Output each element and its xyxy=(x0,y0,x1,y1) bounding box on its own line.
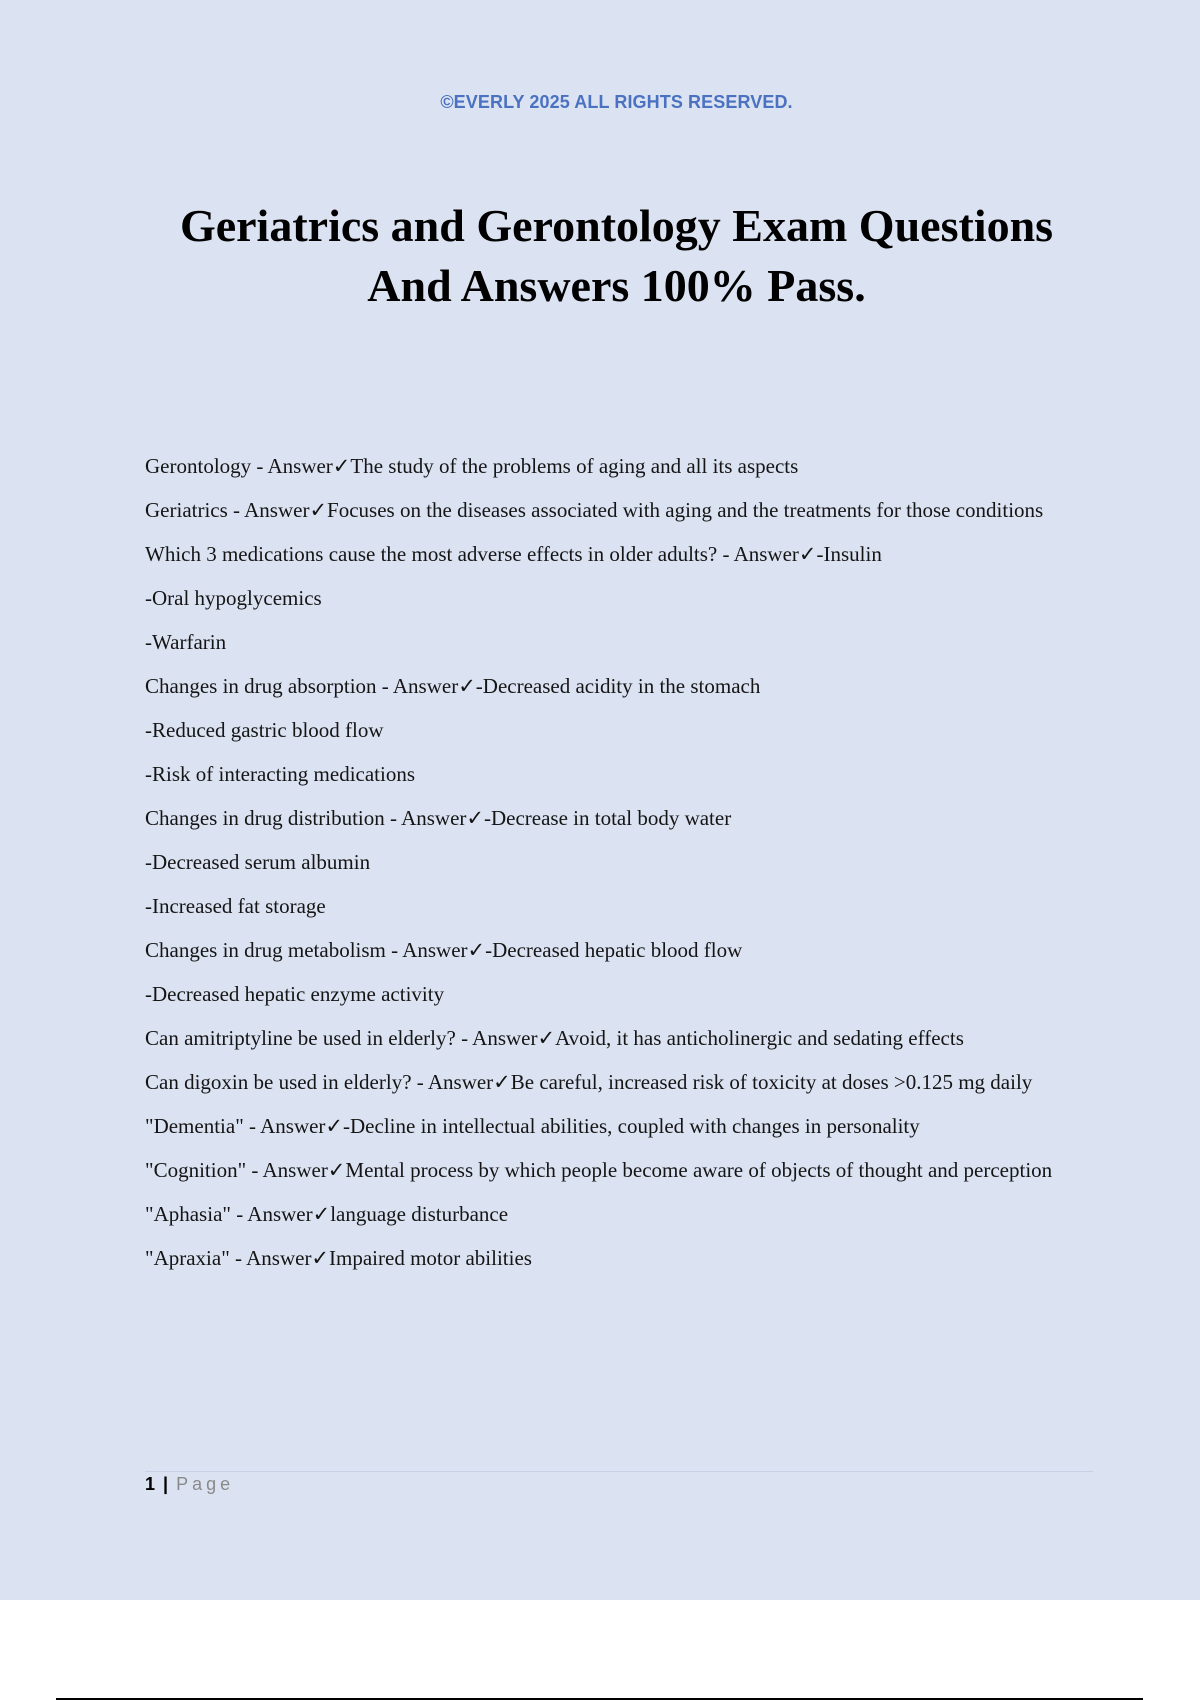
qa-entry: Which 3 medications cause the most adverse effects in older adults? - Answer✓-Insulin xyxy=(145,542,882,566)
document-title xyxy=(120,196,1113,316)
qa-entry: "Cognition" - Answer✓Mental process by which people become aware of objects of thought and perception xyxy=(145,1158,1053,1182)
qa-entry: "Apraxia" - Answer✓Impaired motor abilities xyxy=(145,1246,532,1270)
qa-entry-continuation: -Decreased hepatic enzyme activity xyxy=(145,982,445,1006)
qa-entry-continuation: -Decreased serum albumin xyxy=(145,850,371,874)
title-line-2: And Answers 100% Pass. xyxy=(367,260,866,311)
qa-entry-continuation: -Oral hypoglycemics xyxy=(145,586,322,610)
qa-entry: Geriatrics - Answer✓Focuses on the diseases associated with aging and the treatments for those conditions xyxy=(145,498,1044,522)
qa-entry-continuation: -Increased fat storage xyxy=(145,894,326,918)
qa-entry-continuation: -Warfarin xyxy=(145,630,227,654)
qa-entry: "Aphasia" - Answer✓language disturbance xyxy=(145,1202,509,1226)
qa-entry-continuation: -Reduced gastric blood flow xyxy=(145,718,384,742)
qa-entry: Gerontology - Answer✓The study of the problems of aging and all its aspects xyxy=(145,454,799,478)
page-label: Page xyxy=(176,1474,235,1494)
qa-entry-continuation: -Risk of interacting medications xyxy=(145,762,416,786)
qa-entry: Can amitriptyline be used in elderly? - Answer✓Avoid, it has anticholinergic and sedating effects xyxy=(145,1026,964,1050)
qa-list xyxy=(145,452,1090,1288)
page-footer xyxy=(145,1474,234,1495)
page-separator: | xyxy=(163,1474,169,1494)
qa-entry: "Dementia" - Answer✓-Decline in intellectual abilities, coupled with changes in personality xyxy=(145,1114,920,1138)
qa-entry: Changes in drug metabolism - Answer✓-Decreased hepatic blood flow xyxy=(145,938,743,962)
qa-entry: Changes in drug distribution - Answer✓-Decrease in total body water xyxy=(145,806,732,830)
copyright-notice: ©EVERLY 2025 ALL RIGHTS RESERVED. xyxy=(440,92,793,112)
footer-divider xyxy=(145,1471,1093,1472)
qa-entry: Changes in drug absorption - Answer✓-Decreased acidity in the stomach xyxy=(145,674,761,698)
qa-entry: Can digoxin be used in elderly? - Answer✓Be careful, increased risk of toxicity at doses >0.125 mg daily xyxy=(145,1070,1033,1094)
title-line-1: Geriatrics and Gerontology Exam Questions xyxy=(179,200,1054,251)
page-number: 1 xyxy=(145,1474,156,1494)
